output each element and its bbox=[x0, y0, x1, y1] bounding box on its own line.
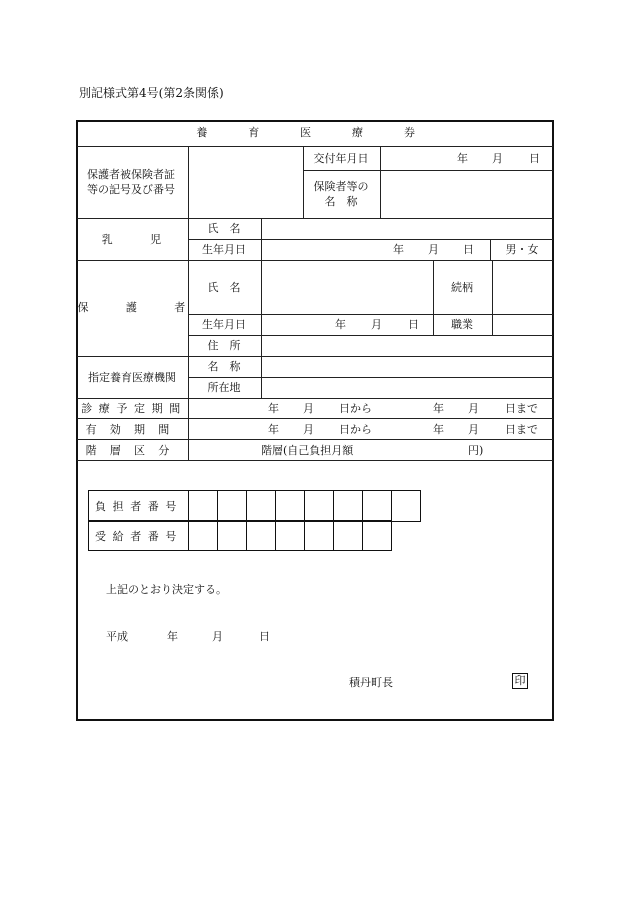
validity-to-month: 月 bbox=[468, 423, 479, 436]
rule bbox=[77, 260, 553, 261]
guardian-label: 保 護 者 bbox=[77, 301, 199, 314]
rule bbox=[77, 146, 553, 147]
rule bbox=[490, 239, 491, 260]
rule bbox=[188, 239, 553, 240]
rule bbox=[77, 356, 553, 357]
date-year: 年 bbox=[167, 630, 178, 643]
infant-dob-year: 年 bbox=[393, 243, 404, 256]
insurer-name-label-line2: 名 称 bbox=[324, 195, 358, 208]
guardian-dob-day: 日 bbox=[408, 318, 419, 331]
infant-dob-day: 日 bbox=[463, 243, 474, 256]
payer-digit-cell bbox=[246, 490, 276, 522]
recipient-digit-cell bbox=[217, 520, 247, 551]
validity-to-day: 日まで bbox=[505, 423, 538, 436]
treatment-from-month: 月 bbox=[303, 402, 314, 415]
date-era: 平成 bbox=[106, 630, 128, 643]
validity-from-month: 月 bbox=[303, 423, 314, 436]
date-month: 月 bbox=[212, 630, 223, 643]
guardian-dob-label: 生年月日 bbox=[202, 318, 246, 331]
recipient-digit-cell bbox=[188, 520, 218, 551]
infant-sex: 男・女 bbox=[505, 243, 539, 256]
recipient-digit-cell bbox=[362, 520, 392, 551]
issue-date-label: 交付年月日 bbox=[313, 152, 369, 165]
rule bbox=[188, 377, 553, 378]
rule bbox=[77, 418, 553, 419]
tier-yen: 円) bbox=[468, 444, 484, 457]
rule bbox=[77, 439, 553, 440]
date-day: 日 bbox=[259, 630, 270, 643]
insurer-name-label-line1: 保険者等の bbox=[313, 180, 369, 193]
validity-to-year: 年 bbox=[433, 423, 444, 436]
rule bbox=[433, 260, 434, 335]
payer-digit-cell bbox=[275, 490, 305, 522]
guardian-name-label: 氏 名 bbox=[207, 281, 241, 294]
validity-period-label: 有効期間 bbox=[85, 423, 183, 436]
treatment-to-month: 月 bbox=[468, 402, 479, 415]
form-caption: 別記様式第4号(第2条関係) bbox=[79, 86, 224, 100]
insurance-number-label-line2: 等の記号及び番号 bbox=[87, 183, 175, 196]
issue-date-month: 月 bbox=[492, 152, 503, 165]
treatment-to-day: 日まで bbox=[505, 402, 538, 415]
recipient-digit-cell bbox=[246, 520, 276, 551]
guardian-address-label: 住 所 bbox=[207, 339, 241, 352]
payer-number-label: 負担者番号 bbox=[95, 500, 183, 513]
payer-digit-cell bbox=[362, 490, 392, 522]
recipient-digit-cell bbox=[333, 520, 363, 551]
tier-text: 階層(自己負担月額 bbox=[261, 444, 354, 457]
rule bbox=[77, 398, 553, 399]
validity-from-year: 年 bbox=[268, 423, 279, 436]
recipient-digit-cell bbox=[275, 520, 305, 551]
insurance-number-label-line1: 保護者被保険者証 bbox=[87, 168, 175, 181]
certificate-frame bbox=[76, 120, 554, 721]
recipient-digit-cell bbox=[304, 520, 334, 551]
issuer-name: 積丹町長 bbox=[349, 676, 393, 689]
infant-name-label: 氏 名 bbox=[207, 222, 241, 235]
treatment-to-year: 年 bbox=[433, 402, 444, 415]
rule bbox=[492, 260, 493, 335]
infant-dob-month: 月 bbox=[428, 243, 439, 256]
payer-digit-cell bbox=[333, 490, 363, 522]
rule bbox=[303, 146, 304, 218]
payer-digit-cell bbox=[217, 490, 247, 522]
tier-label: 階層区分 bbox=[85, 444, 183, 457]
seal-mark: 印 bbox=[512, 673, 528, 689]
guardian-relation-label: 続柄 bbox=[451, 281, 473, 294]
rule bbox=[303, 170, 553, 171]
treatment-from-day: 日から bbox=[339, 402, 372, 415]
guardian-occupation-label: 職業 bbox=[451, 318, 473, 331]
infant-label: 乳 児 bbox=[101, 233, 175, 246]
institution-name-label: 名 称 bbox=[207, 360, 241, 373]
rule bbox=[188, 335, 553, 336]
rule bbox=[77, 460, 553, 461]
decision-text: 上記のとおり決定する。 bbox=[106, 583, 227, 596]
rule bbox=[380, 146, 381, 218]
institution-label: 指定養育医療機関 bbox=[88, 371, 176, 384]
treatment-from-year: 年 bbox=[268, 402, 279, 415]
payer-digit-cell bbox=[391, 490, 421, 522]
institution-location-label: 所在地 bbox=[207, 381, 241, 394]
guardian-dob-year: 年 bbox=[335, 318, 346, 331]
payer-digit-cell bbox=[304, 490, 334, 522]
recipient-number-label: 受給者番号 bbox=[95, 530, 183, 543]
rule bbox=[188, 314, 553, 315]
treatment-period-label: 診療予定期間 bbox=[81, 402, 187, 415]
issue-date-year: 年 bbox=[457, 152, 468, 165]
rule bbox=[77, 218, 553, 219]
issue-date-day: 日 bbox=[529, 152, 540, 165]
payer-digit-cell bbox=[188, 490, 218, 522]
guardian-dob-month: 月 bbox=[371, 318, 382, 331]
form-title: 養 育 医 療 券 bbox=[196, 126, 434, 139]
infant-dob-label: 生年月日 bbox=[202, 243, 246, 256]
rule bbox=[261, 218, 262, 398]
validity-from-day: 日から bbox=[339, 423, 372, 436]
